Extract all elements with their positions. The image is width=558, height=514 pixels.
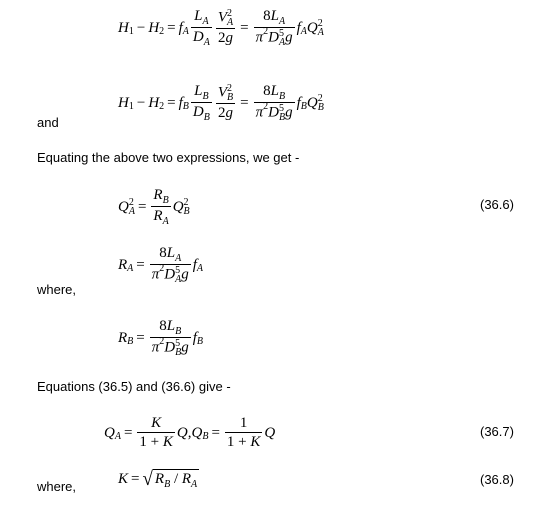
head-loss-equation-pipe-b: H 1 − H 2 = f B $\frac{L_B}{D_B}$ V 2 B 2g = $8L_B$ $\pi^2D$ 5 B g f B Q 2 B: [118, 83, 324, 124]
equation-number-36-8: (36.8): [480, 472, 514, 487]
equation-36-8: K = √ $R_B / R_A$: [118, 468, 198, 491]
equation-36-6: Q 2 A = $\frac{R_B}{R_A}$ Q 2 B: [118, 187, 190, 227]
text-where-1: where,: [37, 282, 77, 297]
equation-rb-definition: R B = $8L_B$ $\pi^2D$ 5 B g f B: [118, 318, 203, 358]
text-and: and: [37, 115, 59, 130]
head-loss-equation-pipe-a: H 1 − H 2 = f A $\frac{L_A}{D_A}$ V 2 A 2g = $8L_A$ $\pi^2D$ 5 A g f A Q 2 A: [118, 8, 324, 49]
equation-number-36-7: (36.7): [480, 424, 514, 439]
text-equating: Equating the above two expressions, we get -: [37, 150, 300, 165]
text-equations-give: Equations (36.5) and (36.6) give -: [37, 379, 231, 394]
equation-number-36-6: (36.6): [480, 197, 514, 212]
equation-36-7: Q A = $\frac{K}{1 + K}$ Q , Q B = $\frac{1}{1 + K}$ Q: [104, 415, 276, 450]
text-where-2: where,: [37, 479, 77, 494]
equation-ra-definition: R A = $8L_A$ $\pi^2D$ 5 A g f A: [118, 245, 203, 285]
